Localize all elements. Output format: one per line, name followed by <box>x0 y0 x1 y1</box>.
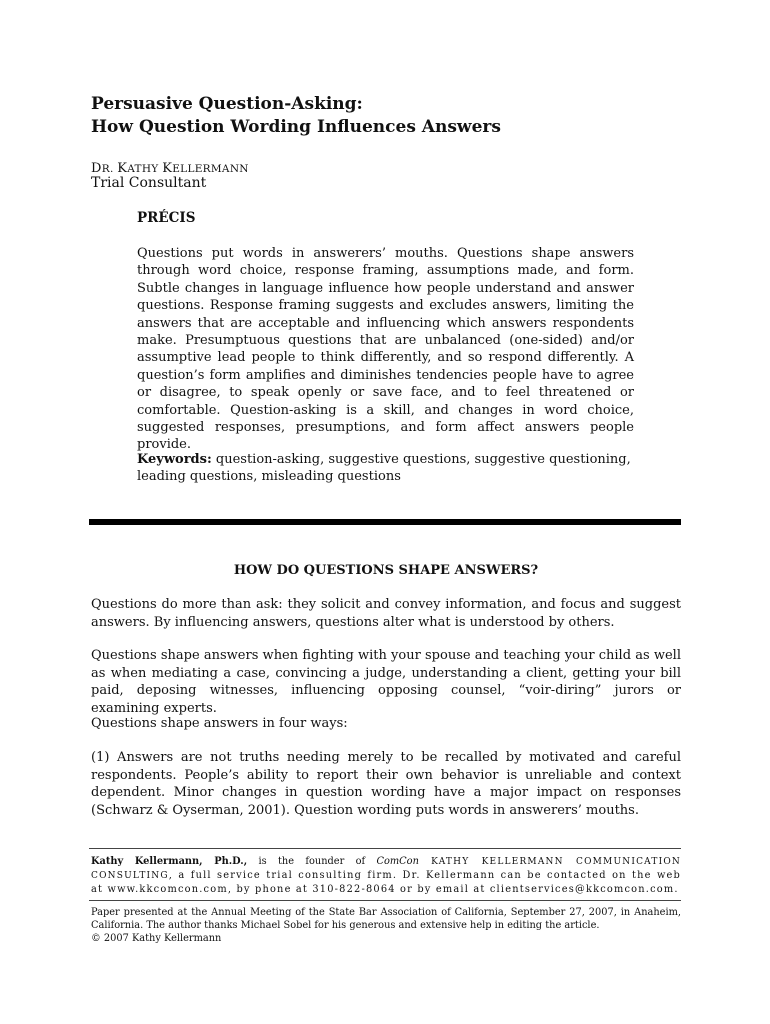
author-last-initial: K <box>162 161 173 176</box>
author-first-rest: ATHY <box>127 163 163 175</box>
author-prefix-small: R. <box>101 163 118 175</box>
keywords <box>137 451 634 486</box>
footnote-text-1: is the founder of <box>247 856 377 867</box>
title-line-1: Persuasive Question-Asking: <box>91 94 363 114</box>
section-heading: HOW DO QUESTIONS SHAPE ANSWERS? <box>233 563 539 578</box>
footnote-divider <box>89 848 681 849</box>
body-paragraph-2: Questions shape answers when fighting with your spouse and teaching your child as well as when mediating a case, convincing a judge, understanding a client, getting your bill paid, deposing witnesses, influencing opposing counsel, “voir-diring” jurors or examining experts. <box>91 648 681 716</box>
author-name <box>91 161 249 176</box>
body-paragraph-1: Questions do more than ask: they solicit and convey information, and focus and suggest answers. By influencing answers, questions alter what is understood by others. <box>91 597 681 630</box>
footnote-author-name: Kathy Kellermann, Ph.D., <box>91 856 248 867</box>
title-line-2: How Question Wording Influences Answers <box>91 117 501 137</box>
footnote-company-italic: ComCon <box>376 856 419 867</box>
footnote-divider-2 <box>89 900 681 901</box>
precis-heading: PRÉCIS <box>137 210 196 226</box>
keywords-list: question-asking, suggestive questions, suggestive questioning, leading questions, misleading questions <box>137 452 631 485</box>
author-footnote <box>91 855 681 896</box>
author-first-initial: K <box>117 161 128 176</box>
keywords-label: Keywords: <box>137 452 212 467</box>
paper-title <box>91 93 501 139</box>
author-prefix: D <box>91 161 102 176</box>
section-divider <box>89 519 681 525</box>
author-last-rest: ELLERMANN <box>172 163 249 175</box>
footnote-contact: , a full service trial consulting firm. Dr. Kellermann can be contacted on the web at www.kkcomcon.com, by phone at 310-822-8064 or by email at clientservices@kkcomcon.com. <box>91 870 681 895</box>
paper-note: Paper presented at the Annual Meeting of the State Bar Association of California, September 27, 2007, in Anaheim, California. The author thanks Michael Sobel for his generous and extensive help in editing the article. <box>91 907 681 931</box>
abstract-text: Questions put words in answerers’ mouths. Questions shape answers through word choice, response framing, assumptions made, and form. Subtle changes in language influence how people understand and answer questions. Response framing suggests and excludes answers, limiting the answers that are acceptable and influencing which answers respondents make. Presumptuous questions that are unbalanced (one-sided) and/or assumptive lead people to think differently, and so respond differently. A question’s form amplifies and diminishes tendencies people have to agree or disagree, to speak openly or save face, and to feel threatened or comfortable. Question-asking is a skill, and changes in word choice, suggested responses, presumptions, and form affect answers people provide. <box>137 246 634 453</box>
footnote-company-name: KATHY KELLERMANN COMMUNICATION CONSULTING <box>91 857 681 881</box>
author-role: Trial Consultant <box>91 175 207 191</box>
body-paragraph-4: (1) Answers are not truths needing merely to be recalled by motivated and careful respondents. People’s ability to report their own behavior is unreliable and context dependent. Minor changes in question wording have a major impact on responses (Schwarz & Oyserman, 2001). Question wording puts words in answerers’ mouths. <box>91 750 681 818</box>
copyright-line: © 2007 Kathy Kellermann <box>91 933 222 944</box>
body-paragraph-3: Questions shape answers in four ways: <box>91 716 348 731</box>
